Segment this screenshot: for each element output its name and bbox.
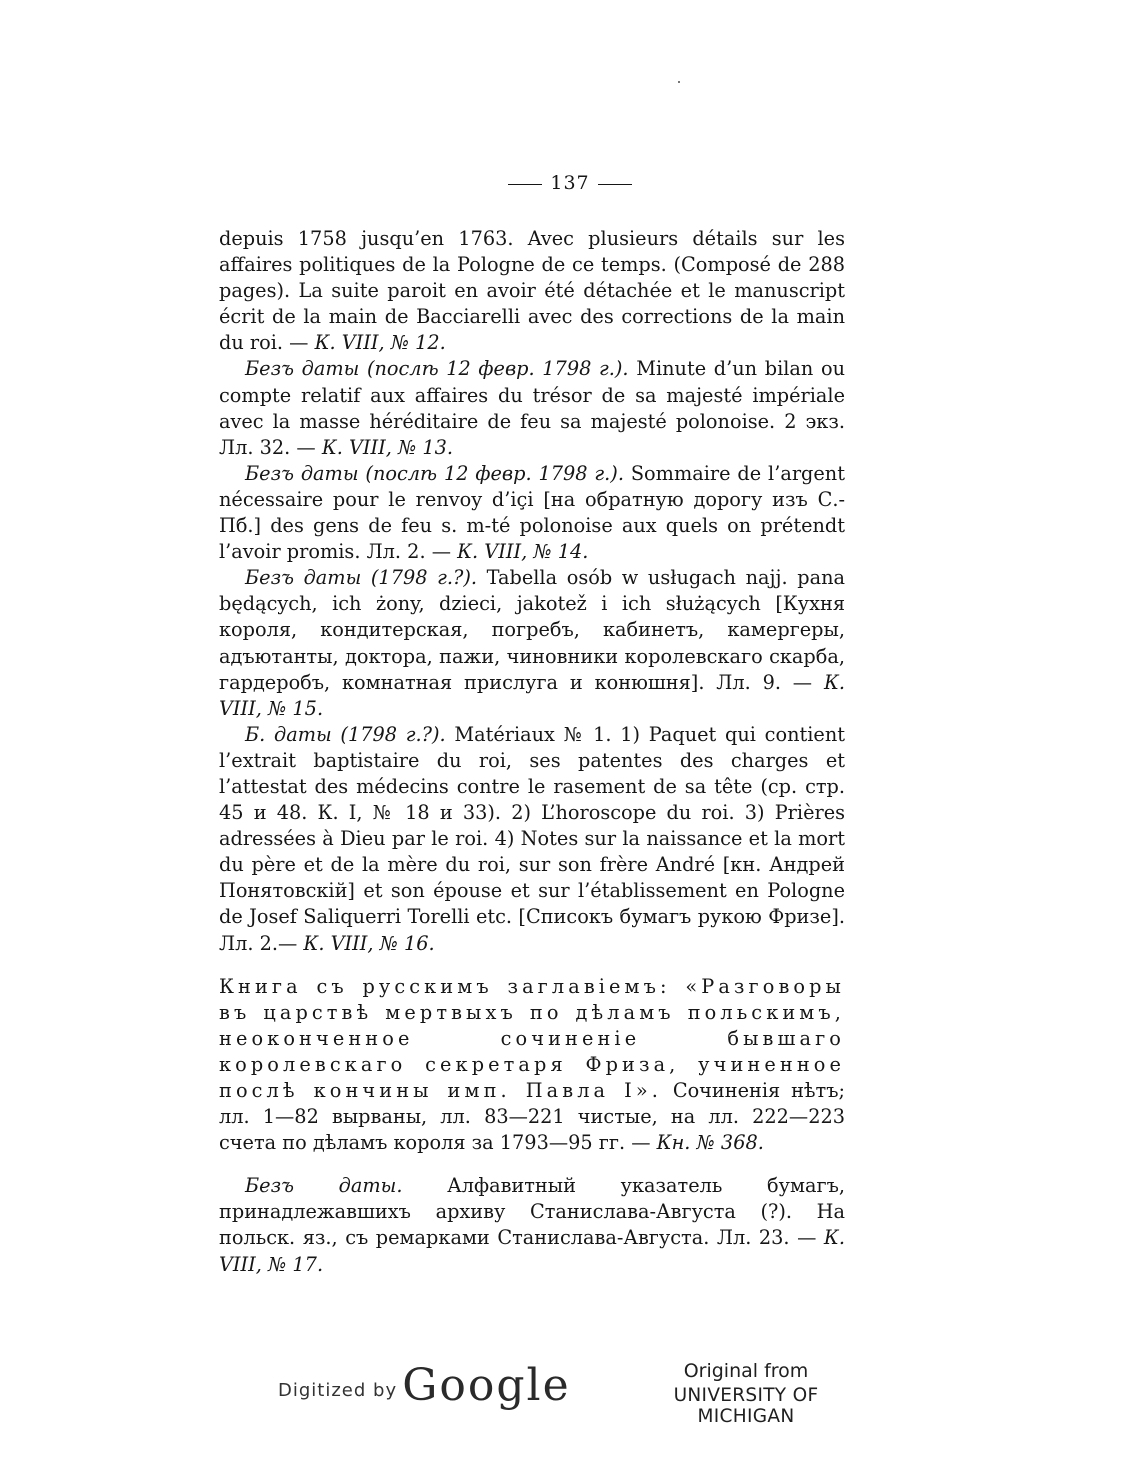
entry-reference: К. VIII, № 14. xyxy=(457,540,589,564)
book-text: Сочиненія нѣтъ; лл. 1—82 вырваны, лл. 83—221 чистые, на лл. 222—223 счета по дѣламъ короля за 1793—95 гг. — xyxy=(219,1079,845,1155)
dash-left xyxy=(508,184,542,185)
entry-date: Безъ даты (1798 г.?). xyxy=(245,566,477,590)
entry xyxy=(219,722,845,957)
scan-speck xyxy=(678,81,680,83)
book-entry xyxy=(219,974,845,1157)
entry xyxy=(219,1173,845,1277)
entry-text: Matériaux № 1. 1) Paquet qui contient l’extrait baptistaire du roi, ses patentes des charges et l’attestat des médecins contre le rasement de sa tête (ср. стр. 45 и 48. К. I, № 18 и 33). 2) L’horoscope du roi. 3) Prières adressées à Dieu par le roi. 4) Notes sur la naissance et la mort du père et de la mère du roi, sur son frère André [кн. Андрей Понятовскій] et son épouse et sur l’établissement en Pologne de Josef Saliquerri Torelli etc. [Списокъ бумагъ рукою Фризе]. Лл. 2.— xyxy=(219,722,845,955)
page-number-value: 137 xyxy=(550,172,590,194)
entry-date: Безъ даты (послѣ 12 февр. 1798 г.). xyxy=(245,357,629,381)
entry xyxy=(219,461,845,565)
university-name: UNIVERSITY OF MICHIGAN xyxy=(673,1385,819,1427)
original-from-label: Original from xyxy=(683,1360,809,1382)
entry-text: depuis 1758 jusqu’en 1763. Avec plusieurs détails sur les affaires politiques de la Pologne de ce temps. (Composé de 288 pages). La suite paroit en avoir été détachée et le manuscript écrit de la main de Bacciarelli avec des corrections de la main du roi. — xyxy=(219,227,845,355)
entry xyxy=(219,565,845,722)
entry-reference: К. VIII, № 12. xyxy=(314,331,446,355)
book-reference: Кн. № 368. xyxy=(656,1131,764,1155)
digitized-by-google xyxy=(278,1360,571,1411)
entry-reference: К. VIII, № 15. xyxy=(219,670,845,720)
entry-date: Безъ даты (послѣ 12 февр. 1798 г.). xyxy=(245,461,624,485)
entry-continuation xyxy=(219,226,845,356)
entry-text: Sommaire de l’argent nécessaire pour le renvoy d’içi [на обратную дорогу изъ С.-Пб.] des gens de feu s. m-té polonoise aux quels on prétendt l’avoir promis. Лл. 2. — xyxy=(219,461,845,564)
entry-date: Б. даты (1798 г.?). xyxy=(245,722,446,746)
page-number xyxy=(0,172,1140,194)
entry-reference: К. VIII, № 17. xyxy=(219,1226,845,1276)
original-from xyxy=(626,1360,866,1427)
entry xyxy=(219,356,845,460)
book-title: Книга съ русскимъ заглавіемъ: «Разговоры въ царствѣ мертвыхъ по дѣламъ польскимъ, неоконченное сочиненіе бывшаго королевскаго секретаря Фриза, учиненное послѣ кончины имп. Павла I». xyxy=(219,974,845,1102)
entry-reference: К. VIII, № 16. xyxy=(303,931,435,955)
google-logo: Google xyxy=(402,1360,571,1411)
entry-text: Minute d’un bilan ou compte relatif aux affaires du trésor de sa majesté impériale avec la masse héréditaire de feu sa majesté polonoise. 2 экз. Лл. 32. — xyxy=(219,357,845,459)
body-text xyxy=(219,226,845,1278)
entry-text: Алфавитный указатель бумагъ, принадлежавшихъ архиву Станислава-Августа (?). На польск. яз., съ ремарками Станислава-Августа. Лл. 23. — xyxy=(219,1174,845,1250)
entry-text: Tabella osób w usługach najj. pana będących, ich żony, dzieci, jakotež i ich służących [Кухня короля, кондитерская, погребъ, кабинетъ, камергеры, адъютанты, доктора, пажи, чиновники королевскаго скарба, гардеробъ, комнатная прислуга и конюшня]. Лл. 9. — xyxy=(219,566,845,694)
entry-reference: К. VIII, № 13. xyxy=(321,435,454,459)
entry-date: Безъ даты. xyxy=(245,1174,403,1198)
digitized-label: Digitized by xyxy=(278,1380,398,1401)
dash-right xyxy=(598,184,632,185)
